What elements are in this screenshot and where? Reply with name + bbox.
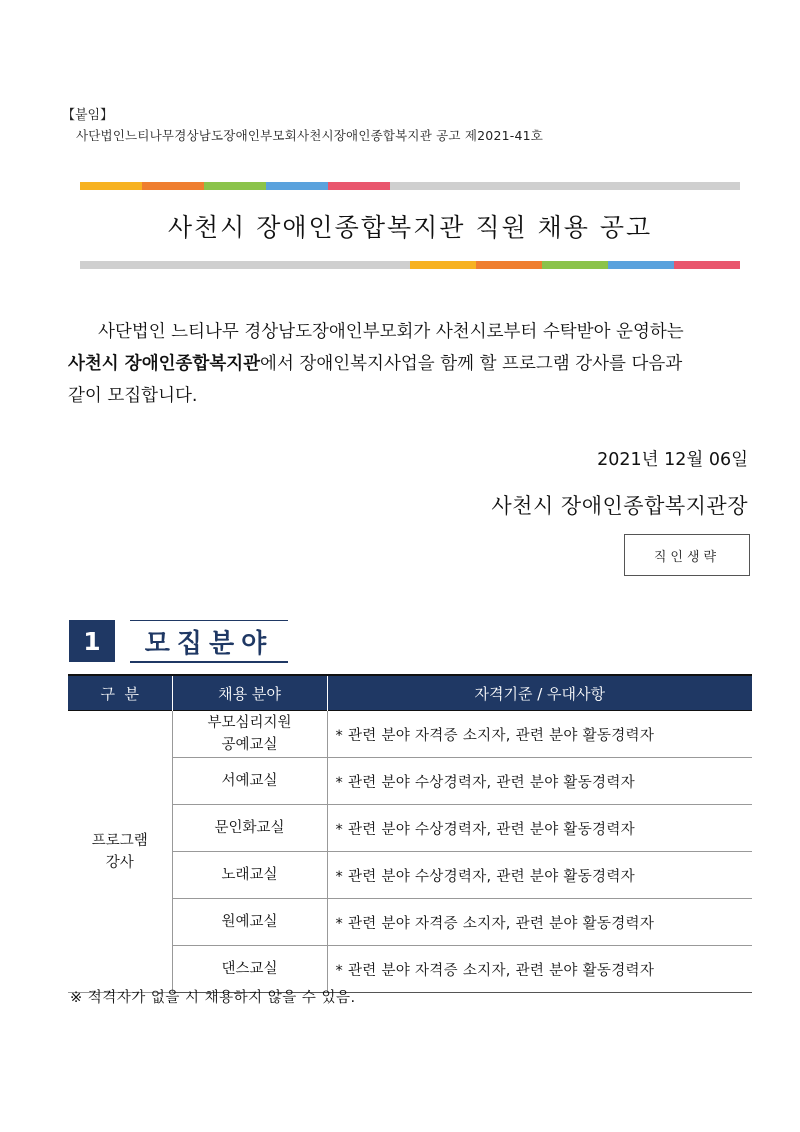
- field-label: 문인화교실: [214, 820, 285, 836]
- header-qualification: 자격기준 / 우대사항: [327, 675, 752, 711]
- stripe-segment: [266, 182, 328, 190]
- intro-org-name: 사천시 장애인종합복지관: [68, 354, 261, 374]
- page-title: 사천시 장애인종합복지관 직원 채용 공고: [167, 213, 653, 242]
- section-number: 1: [69, 620, 115, 662]
- section-title-rule-bottom: [130, 661, 288, 663]
- stripe-segment: [542, 261, 608, 269]
- field-label: 댄스교실: [221, 961, 278, 977]
- category-cell: [68, 711, 172, 993]
- header-category: 구 분: [68, 675, 172, 711]
- notice-date: 2021년 12월 06일: [597, 450, 748, 470]
- field-cell: [172, 711, 327, 758]
- field-label: 서예교실: [221, 773, 278, 789]
- category-label-line-1: 프로그램: [91, 832, 148, 849]
- intro-line-2-rest: 에서 장애인복지사업을 함께 할 프로그램 강사를 다음과: [260, 354, 683, 374]
- qualification-cell: * 관련 분야 자격증 소지자, 관련 분야 활동경력자: [327, 946, 752, 993]
- qualification-cell: * 관련 분야 자격증 소지자, 관련 분야 활동경력자: [327, 711, 752, 758]
- stripe-segment: [476, 261, 542, 269]
- stripe-segment: [390, 182, 740, 190]
- field-label: 부모심리지원: [207, 715, 292, 731]
- stripe-segment: [80, 182, 142, 190]
- category-label-line-2: 강사: [105, 854, 134, 871]
- field-cell: [172, 805, 327, 852]
- table-header-row: [68, 675, 752, 711]
- field-cell: [172, 758, 327, 805]
- intro-paragraph: [68, 316, 752, 412]
- stripe-segment: [410, 261, 476, 269]
- qualification-cell: * 관련 분야 수상경력자, 관련 분야 활동경력자: [327, 805, 752, 852]
- stripe-segment: [674, 261, 740, 269]
- recruitment-table: [68, 674, 752, 993]
- stripe-segment: [80, 261, 410, 269]
- director-title: 사천시 장애인종합복지관장: [491, 494, 748, 518]
- intro-line-2: [68, 348, 752, 380]
- qualification-cell: * 관련 분야 자격증 소지자, 관련 분야 활동경력자: [327, 899, 752, 946]
- attachment-label: 【붙임】: [62, 108, 114, 123]
- field-label-line-2: 공예교실: [221, 737, 278, 753]
- field-cell: [172, 852, 327, 899]
- qualification-cell: * 관련 분야 수상경력자, 관련 분야 활동경력자: [327, 758, 752, 805]
- footnote: ※ 적격자가 없을 시 채용하지 않을 수 있음.: [70, 990, 356, 1006]
- field-cell: [172, 899, 327, 946]
- notice-reference: 사단법인느티나무경상남도장애인부모회사천시장애인종합복지관 공고 제2021-41호: [76, 128, 544, 143]
- intro-line-3: 같이 모집합니다.: [68, 386, 198, 406]
- stripe-segment: [204, 182, 266, 190]
- color-stripe-top: [80, 182, 740, 190]
- stripe-segment: [142, 182, 204, 190]
- table-row: [68, 711, 752, 758]
- stripe-segment: [328, 182, 390, 190]
- section-title: 모집분야: [144, 628, 274, 659]
- qualification-cell: * 관련 분야 수상경력자, 관련 분야 활동경력자: [327, 852, 752, 899]
- intro-line-1: 사단법인 느티나무 경상남도장애인부모회가 사천시로부터 수탁받아 운영하는: [98, 322, 684, 342]
- field-label: 노래교실: [221, 867, 278, 883]
- field-label: 원예교실: [221, 914, 278, 930]
- stripe-segment: [608, 261, 674, 269]
- seal-omitted-box: 직인생략: [624, 534, 750, 576]
- color-stripe-bottom: [80, 261, 740, 269]
- header-field: 채용 분야: [172, 675, 327, 711]
